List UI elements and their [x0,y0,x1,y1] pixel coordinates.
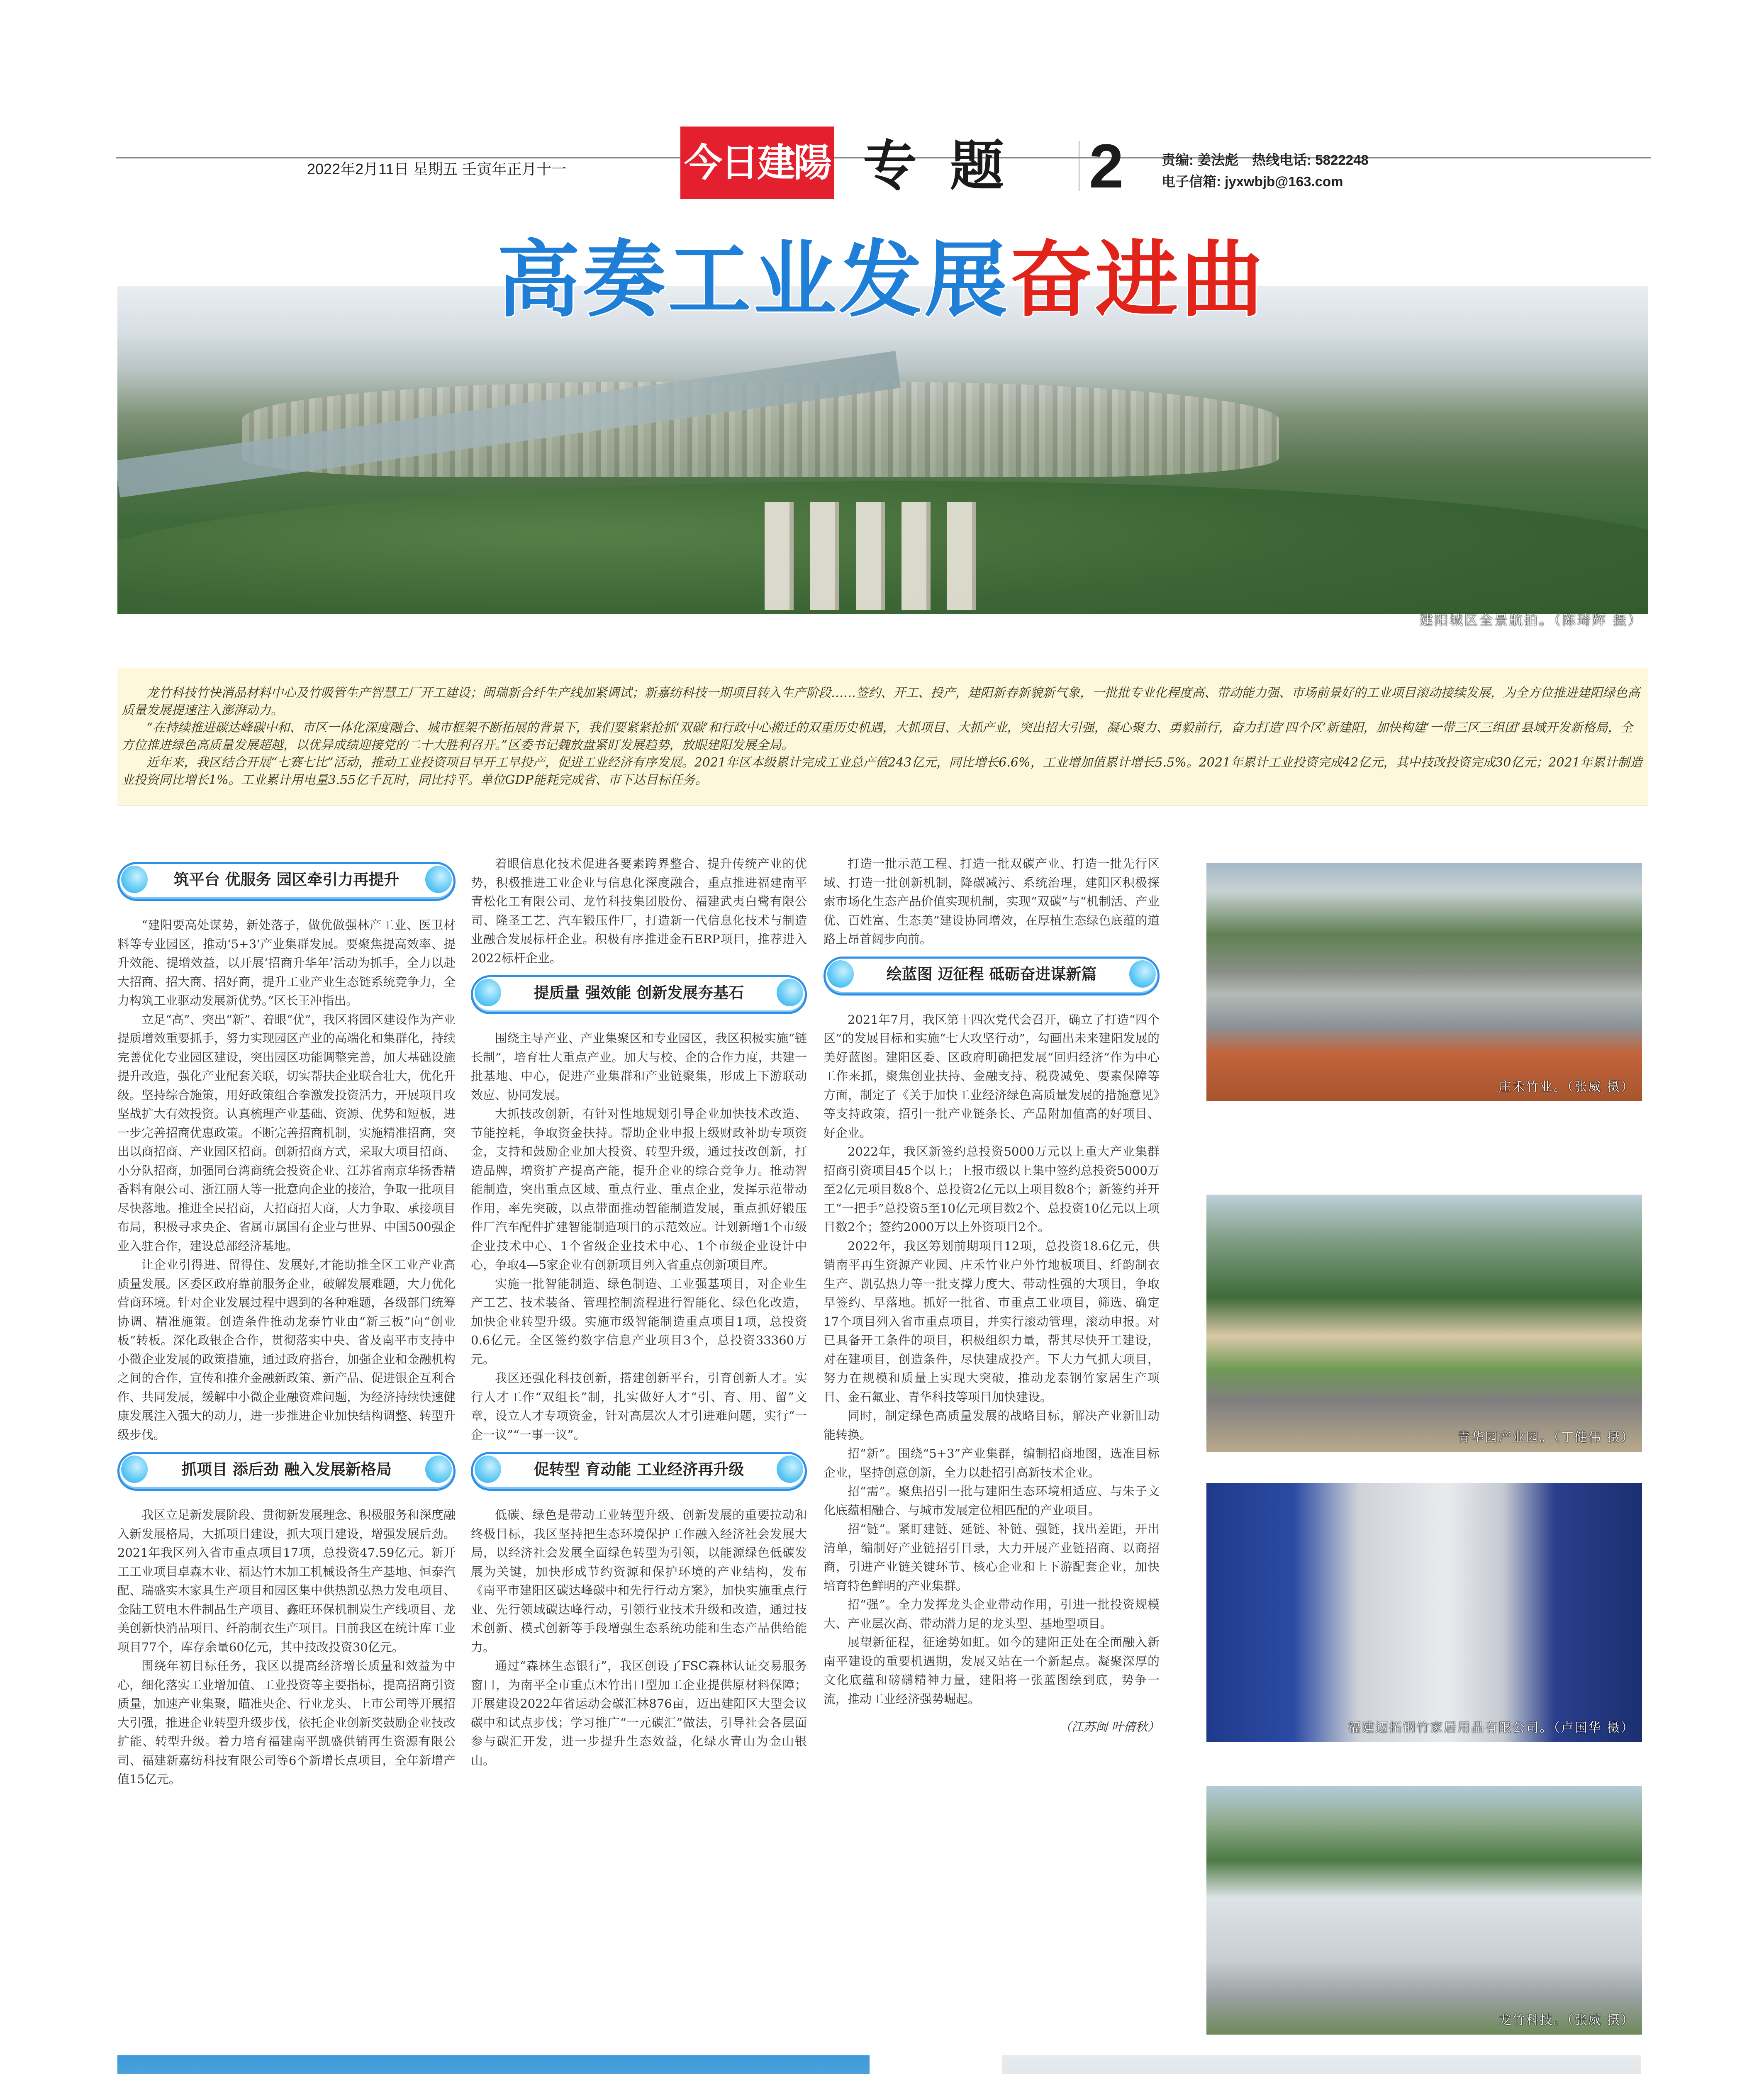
bubble-icon [121,1456,148,1483]
paragraph: 我区还强化科技创新，搭建创新平台，引育创新人才。实行人才工作“双组长”制，扎实做好人才“引、育、用、留”文章，设立人才专项资金，针对高层次人才引进难问题，实行“一企一议”“一事一议”。 [471,1371,807,1442]
issue-date: 2022年2月11日 星期五 壬寅年正月十一 [307,161,567,178]
intro-box [117,668,1648,806]
article-column-1 [117,854,456,1789]
photo-caption: 福建迈拓钢竹家居用品有限公司。（卢国华 摄） [1348,1721,1635,1735]
paragraph: “建阳要高处谋势，新处落子，做优做强林产工业、医卫材料等专业园区，推动‘5+3’产业集群发展。要聚焦提高效率、提升效能、提增效益，以开展‘招商升华年’活动为抓手，全力以赴大招商、招大商、招好商，提升工业产业生态链系统竞争力，全力构筑工业驱动发展新优势。”区长王冲指出。 [117,918,456,1008]
paragraph: 招“新”。围绕“5+3”产业集群，编制招商地图，选准目标企业，坚持创意创新，全力以赴招引高新技术企业。 [824,1446,1160,1480]
section-heading [117,862,456,901]
photo-incubation-park [117,2055,870,2074]
article-column-3 [824,854,1160,1737]
editor-email[interactable]: 电子信箱: jyxwbjb@163.com [1162,174,1343,189]
bubble-icon [475,979,501,1006]
bubble-icon [1129,960,1156,988]
headline-red-part: 奋进曲 [1010,231,1267,329]
paragraph: 围绕年初目标任务，我区以提高经济增长质量和效益为中心，细化落实工业增加值、工业投资等主要指标，提高招商引资质量，加速产业集聚，瞄准央企、行业龙头、上市公司等开展招大引强，推进企业转型升级步伐，依托企业创新奖鼓励企业技改扩能、转型升级。着力培育福建南平凯盛供销再生资源有限公司、福建新嘉纺科技有限公司等6个新增长点项目，全年新增产值15亿元。 [117,1659,456,1786]
bubble-icon [777,1456,803,1483]
section-heading-label: 抓项目 添后劲 融入发展新格局 [181,1461,392,1478]
paragraph: 2022年，我区筹划前期项目12项，总投资18.6亿元，供销南平再生资源产业园、庄禾竹业户外竹地板项目、纤韵制衣生产、凯弘热力等一批支撑力度大、带动性强的大项目，争取早签约、早落地。抓好一批省、市重点工业项目，筛选、确定17个项目列入省市重点项目，并实行滚动管理，滚动申报。对已具备开工条件的项目，积极组织力量，帮其尽快开工建设，对在建项目，创造条件，尽快建成投产。下大力气抓大项目，努力在规模和质量上实现大突破，推动龙泰钢竹家居生产项目、金石氟业、青华科技等项目加快建设。 [824,1239,1160,1404]
photo-caption: 庄禾竹业。（张威 摄） [1498,1080,1635,1094]
intro-paragraph: “在持续推进碳达峰碳中和、市区一体化深度融合、城市框架不断拓展的背景下，我们要紧紧抢抓‘双碳’和行政中心搬迁的双重历史机遇，大抓项目、大抓产业，突出招大引强，凝心聚力、勇毅前行，奋力打造‘四个区’新建阳，加快构建‘一带三区三组团’县域开发新格局，全方位推进绿色高质量发展超越，以优异成绩迎接党的二十大胜利召开。”区委书记魏放盘紧盯发展趋势，放眼建阳发展全局。 [122,721,1633,752]
banner-photo [117,286,1648,614]
photo-caption: 青华园产业园。（丁健伟 摄） [1457,1430,1635,1445]
photo-zhuanghe-bamboo [1206,863,1642,1101]
photo-xinjiafang-company [1002,2055,1641,2074]
section-title: 专题 [863,134,1038,197]
paragraph: 我区立足新发展阶段、贯彻新发展理念、积极服务和深度融入新发展格局，大抓项目建设，抓大项目建设，增强发展后劲。2021年我区列入省市重点项目17项，总投资47.59亿元。新开工工业项目卓森木业、福达竹木加工机械设备生产基地、恒泰汽配、瑞盛实木家具生产项目和园区集中供热凯弘热力发电项目、金陆工贸电木件制品生产项目、鑫旺环保机制炭生产线项目、龙美创新快消品项目、纤韵制衣生产项目。目前我区在统计库工业项目77个，库存余量60亿元，其中技改投资30亿元。 [117,1508,456,1654]
paragraph: 立足“高”、突出“新”、着眼“优”，我区将园区建设作为产业提质增效重要抓手，努力实现园区产业的高端化和集群化，持续完善优化专业园区建设，突出园区功能调整完善，加大基础设施提升改造，强化产业配套关联，切实帮扶企业联合壮大，优化升级。坚持综合施策，用好政策组合拳激发投资活力，开展项目攻坚战扩大有效投资。认真梳理产业基础、资源、优势和短板，进一步完善招商优惠政策。不断完善招商机制，实施精准招商，突出以商招商、产业园区招商。创新招商方式，采取大项目招商、小分队招商，加强同台湾商统会投资企业、江苏省南京华扬香精香料有限公司、浙江丽人等一批意向企业的接洽，争取一批项目尽快落地。推进全民招商，大招商招大商，大力争取、承接项目布局，积极寻求央企、省属市属国有企业与世界、中国500强企业入驻合作，建设总部经济基地。 [117,1012,456,1253]
section-heading-label: 促转型 育动能 工业经济再升级 [534,1461,744,1478]
paragraph: 招“链”。紧盯建链、延链、补链、强链，找出差距，开出清单，编制好产业链招引目录，大力开展产业链招商、以商招商，引进产业链关键环节、核心企业和上下游配套企业，加快培育特色鲜明的产业集群。 [824,1522,1160,1593]
paragraph: 实施一批智能制造、绿色制造、工业强基项目，对企业生产工艺、技术装备、管理控制流程进行智能化、绿色化改造，加快企业转型升级。实施市级智能制造重点项目1项，总投资0.6亿元。全区签约数字信息产业项目3个，总投资33360万元。 [471,1276,807,1366]
paragraph: 让企业引得进、留得住、发展好,才能助推全区工业产业高质量发展。区委区政府靠前服务企业，破解发展难题，大力优化营商环境。针对企业发展过程中遇到的各种难题，各级部门统筹协调、精准施策。创造条件推动龙泰竹业由“新三板”向“创业板”转板。深化政银企合作，贯彻落实中央、省及南平市支持中小微企业发展的政策措施，通过政府搭台，加强企业和金融机构之间的合作，宣传和推介金融新政策、新产品、促进银企互利合作、共同发展，缓解中小微企业融资难问题，为经济持续快速健康发展注入强大的动力，进一步推进企业加快结构调整、转型升级步伐。 [117,1258,456,1442]
paragraph: 打造一批示范工程、打造一批双碳产业、打造一批先行区域、打造一批创新机制，降碳减污、系统治理，建阳区积极探索市场化生态产品价值实现机制，实现“双碳”与“机制活、产业优、百姓富、生态美”建设协同增效，在厚植生态绿色底蕴的道路上昂首阔步向前。 [824,857,1160,946]
intro-paragraph: 龙竹科技竹快消品材料中心及竹吸管生产智慧工厂开工建设；闽瑞新合纤生产线加紧调试；新嘉纺科技一期项目转入生产阶段……签约、开工、投产，建阳新春新貌新气象，一批批专业化程度高、带动能力强、市场前景好的工业项目滚动接续发展，为全方位推进建阳绿色高质量发展提速注入澎湃动力。 [122,686,1640,718]
bubble-icon [777,979,803,1006]
photo-maituo-factory [1206,1483,1642,1742]
banner-caption: 建阳城区全景航拍。（陈琦辉 摄） [1419,612,1643,628]
headline-blue-part: 高奏工业发展 [497,231,1010,329]
page-number: 2 [1089,131,1124,201]
photo-qinghua-industrial-park [1206,1195,1642,1452]
banner-towers [765,502,980,610]
main-headline [415,232,1348,328]
intro-paragraph: 近年来，我区结合开展“七赛七比”活动，推动工业投资项目早开工早投产，促进工业经济有序发展。2021年区本级累计完成工业总产值243亿元，同比增长6.6%，工业增加值累计增长5.5%。2021年累计工业投资完成42亿元，其中技改投资完成30亿元；2021年累计制造业投资同比增长1%。工业累计用电量3.55亿千瓦时，同比持平。单位GDP能耗完成省、市下达目标任务。 [122,755,1642,787]
section-heading-label: 筑平台 优服务 园区牵引力再提升 [173,871,400,889]
bubble-icon [425,1456,452,1483]
author-byline: （江苏闽 叶倩秋） [1059,1720,1160,1734]
article-column-2 [471,854,807,1770]
section-heading [471,975,807,1014]
paragraph: 大抓技改创新，有针对性地规划引导企业加快技术改造、节能控耗，争取资金扶持。帮助企业申报上级财政补助专项资金，支持和鼓励企业加大投资、转型升级，通过技改创新，打造品牌，增资扩产提高产能，提升企业的综合竞争力。推动智能制造，突出重点区域、重点行业、重点企业，发挥示范带动作用，率先突破，以点带面推动智能制造发展，重点抓好锻压件厂汽车配件扩建智能制造项目的示范效应。计划新增1个市级企业技术中心、1个省级企业技术中心、1个市级企业设计中心，争取4—5家企业有创新项目列入省重点创新项目库。 [471,1107,807,1272]
photo-longzhu-technology [1206,1786,1642,2035]
paragraph: 着眼信息化技术促进各要素跨界整合、提升传统产业的优势，积极推进工业企业与信息化深度融合，重点推进福建南平青松化工有限公司、龙竹科技集团股份、福建武夷白鹭有限公司、隆圣工艺、汽车锻压件厂，打造新一代信息化技术与制造业融合发展标杆企业。积极有序推进金石ERP项目，推荐进入2022标杆企业。 [471,857,807,965]
paragraph: 2022年，我区新签约总投资5000万元以上重大产业集群招商引资项目45个以上；上报市级以上集中签约总投资5000万至2亿元项目数8个、总投资2亿元以上项目数8个；新签约并开工“一把手”总投资5至10亿元项目数2个、总投资10亿元以上项目数2个；签约2000万以上外资项目2个。 [824,1144,1160,1234]
section-heading [471,1452,807,1491]
photo-caption: 龙竹科技。（张威 摄） [1498,2013,1635,2028]
paragraph: 2021年7月，我区第十四次党代会召开，确立了打造“四个区”的发展目标和实施“七大攻坚行动”，勾画出未来建阳发展的美好蓝图。建阳区委、区政府明确把发展“回归经济”作为中心工作来抓，聚焦创业扶持、金融支持、税费减免、要素保障等方面，制定了《关于加快工业经济绿色高质量发展的措施意见》等支持政策，招引一批产业链条长、产品附加值高的好项目、好企业。 [824,1012,1160,1140]
paragraph: 低碳、绿色是带动工业转型升级、创新发展的重要拉动和终极目标，我区坚持把生态环境保护工作融入经济社会发展大局，以经济社会发展全面绿色转型为引领，以能源绿色低碳发展为关键，加快形成节约资源和保护环境的产业结构，发布《南平市建阳区碳达峰碳中和先行行动方案》，加快实施重点行业、先行领域碳达峰行动，引领行业技术升级和改造，通过技术创新、模式创新等手段增强生态系统功能和生态产品供给能力。 [471,1508,807,1654]
bubble-icon [425,866,452,893]
section-heading [117,1452,456,1491]
bubble-icon [121,866,148,893]
bubble-icon [827,960,854,988]
bubble-icon [475,1456,501,1483]
section-heading-label: 提质量 强效能 创新发展夯基石 [534,984,744,1002]
masthead-logo: 今日建陽 [680,127,834,199]
paragraph: 展望新征程，征途势如虹。如今的建阳正处在全面融入新南平建设的重要机遇期，发展又站在一个新起点。凝聚深厚的文化底蕴和磅礴精神力量，建阳将一张蓝图绘到底，势争一流，推动工业经济强势崛起。 [824,1635,1160,1706]
editor-hotline: 责编: 姜法彪 热线电话: 5822248 [1162,152,1369,168]
paragraph: 围绕主导产业、产业集聚区和专业园区，我区积极实施“链长制”，培育壮大重点产业。加大与校、企的合作力度，共建一批基地、中心，促进产业集群和产业链聚集，形成上下游联动效应、协同发展。 [471,1031,807,1102]
section-heading [824,957,1160,996]
paragraph: 招“强”。全力发挥龙头企业带动作用，引进一批投资规模大、产业层次高、带动潜力足的龙头型、基地型项目。 [824,1597,1160,1631]
paragraph: 同时，制定绿色高质量发展的战略目标，解决产业新旧动能转换。 [824,1409,1160,1442]
editor-info [1162,149,1494,195]
paragraph: 招“需”。聚焦招引一批与建阳生态环境相适应、与朱子文化底蕴相融合、与城市发展定位相匹配的产业项目。 [824,1484,1160,1517]
section-heading-label: 绘蓝图 迈征程 砥砺奋进谋新篇 [886,965,1097,983]
paragraph: 通过“森林生态银行”，我区创设了FSC森林认证交易服务窗口，为南平全市重点木竹出口型加工企业提供原材料保障；开展建设2022年省运动会碳汇林876亩，迈出建阳区大型会议碳中和试点步伐；学习推广“一元碳汇”做法，引导社会各层面参与碳汇开发，进一步提升生态效益，化绿水青山为金山银山。 [471,1659,807,1767]
